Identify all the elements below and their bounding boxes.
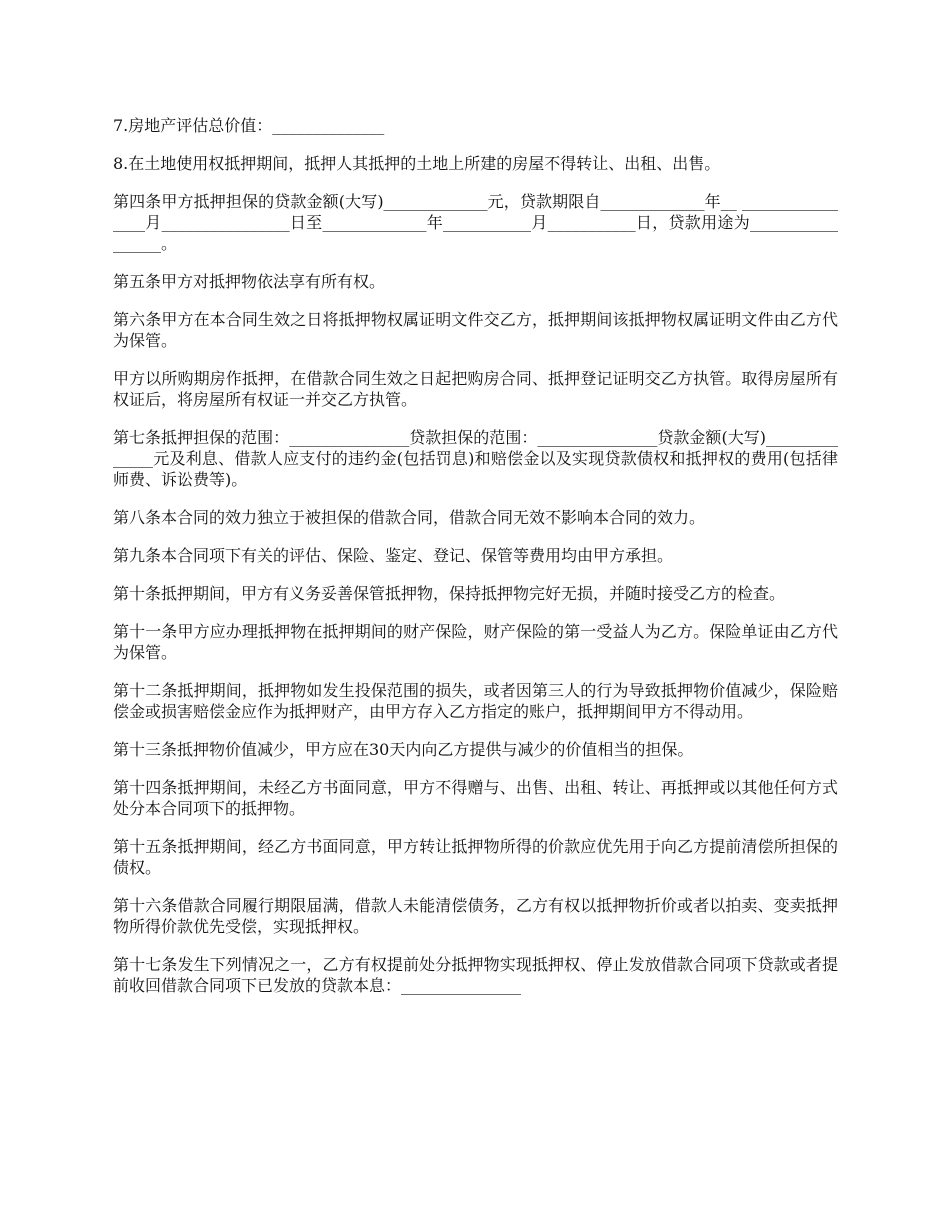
article-12-loss-compensation: 第十二条抵押期间，抵押物如发生投保范围的损失，或者因第三人的行为导致抵押物价值减少，保险赔偿金或损害赔偿金应作为抵押财产，由甲方存入乙方指定的账户，抵押期间甲方不得动用。 (113, 681, 838, 721)
article-10-safekeeping: 第十条抵押期间，甲方有义务妥善保管抵押物，保持抵押物完好无损，并随时接受乙方的检查。 (113, 584, 786, 603)
article-11-insurance: 第十一条甲方应办理抵押物在抵押期间的财产保险，财产保险的第一受益人为乙方。保险单证由乙方代为保管。 (113, 622, 838, 662)
article-15-transfer-proceeds: 第十五条抵押期间，经乙方书面同意，甲方转让抵押物所得的价款应优先用于向乙方提前清偿所担保的债权。 (113, 837, 838, 877)
article-8-contract-independence: 第八条本合同的效力独立于被担保的借款合同，借款合同无效不影响本合同的效力。 (113, 508, 706, 527)
article-5-ownership: 第五条甲方对抵押物依法享有所有权。 (113, 272, 386, 291)
article-14-disposal-restriction: 第十四条抵押期间，未经乙方书面同意，甲方不得赠与、出售、出租、转让、再抵押或以其他任何方式处分本合同项下的抵押物。 (113, 778, 838, 818)
article-13-value-decrease: 第十三条抵押物价值减少，甲方应在30天内向乙方提供与减少的价值相当的担保。 (113, 740, 694, 759)
clause-8-land-use-restriction: 8.在土地使用权抵押期间，抵押人其抵押的土地上所建的房屋不得转让、出租、出售。 (113, 154, 721, 173)
article-7-guarantee-scope: 第七条抵押担保的范围：_______________贷款担保的范围：_______________贷款金额(大写)______________元及利息、借款人应支付的违约金(包括罚息)和赔偿金以及实现贷款债权和抵押权的费用(包括律师费、诉讼费等)。 (113, 428, 838, 489)
forward-housing-mortgage: 甲方以所购期房作抵押，在借款合同生效之日起把购房合同、抵押登记证明交乙方执管。取得房屋所有权证后，将房屋所有权证一并交乙方执管。 (113, 369, 838, 409)
article-16-enforcement: 第十六条借款合同履行期限届满，借款人未能清偿债务，乙方有权以抵押物折价或者以拍卖、变卖抵押物所得价款优先受偿，实现抵押权。 (113, 896, 838, 936)
article-9-fees: 第九条本合同项下有关的评估、保险、鉴定、登记、保管等费用均由甲方承担。 (113, 546, 674, 565)
article-17-early-disposal: 第十七条发生下列情况之一，乙方有权提前处分抵押物实现抵押权、停止发放借款合同项下贷款或者提前收回借款合同项下已发放的贷款本息：_______________ (113, 955, 838, 995)
article-6-title-documents: 第六条甲方在本合同生效之日将抵押物权属证明文件交乙方，抵押期间该抵押物权属证明文件由乙方代为保管。 (113, 310, 838, 350)
article-4-loan-amount: 第四条甲方抵押担保的贷款金额(大写)_____________元，贷款期限自_____________年__ ________________月________________日至_____________年___________月___________日，贷款用途为_________________。 (113, 192, 838, 253)
clause-7-appraisal-value: 7.房地产评估总价值：______________ (113, 116, 385, 135)
